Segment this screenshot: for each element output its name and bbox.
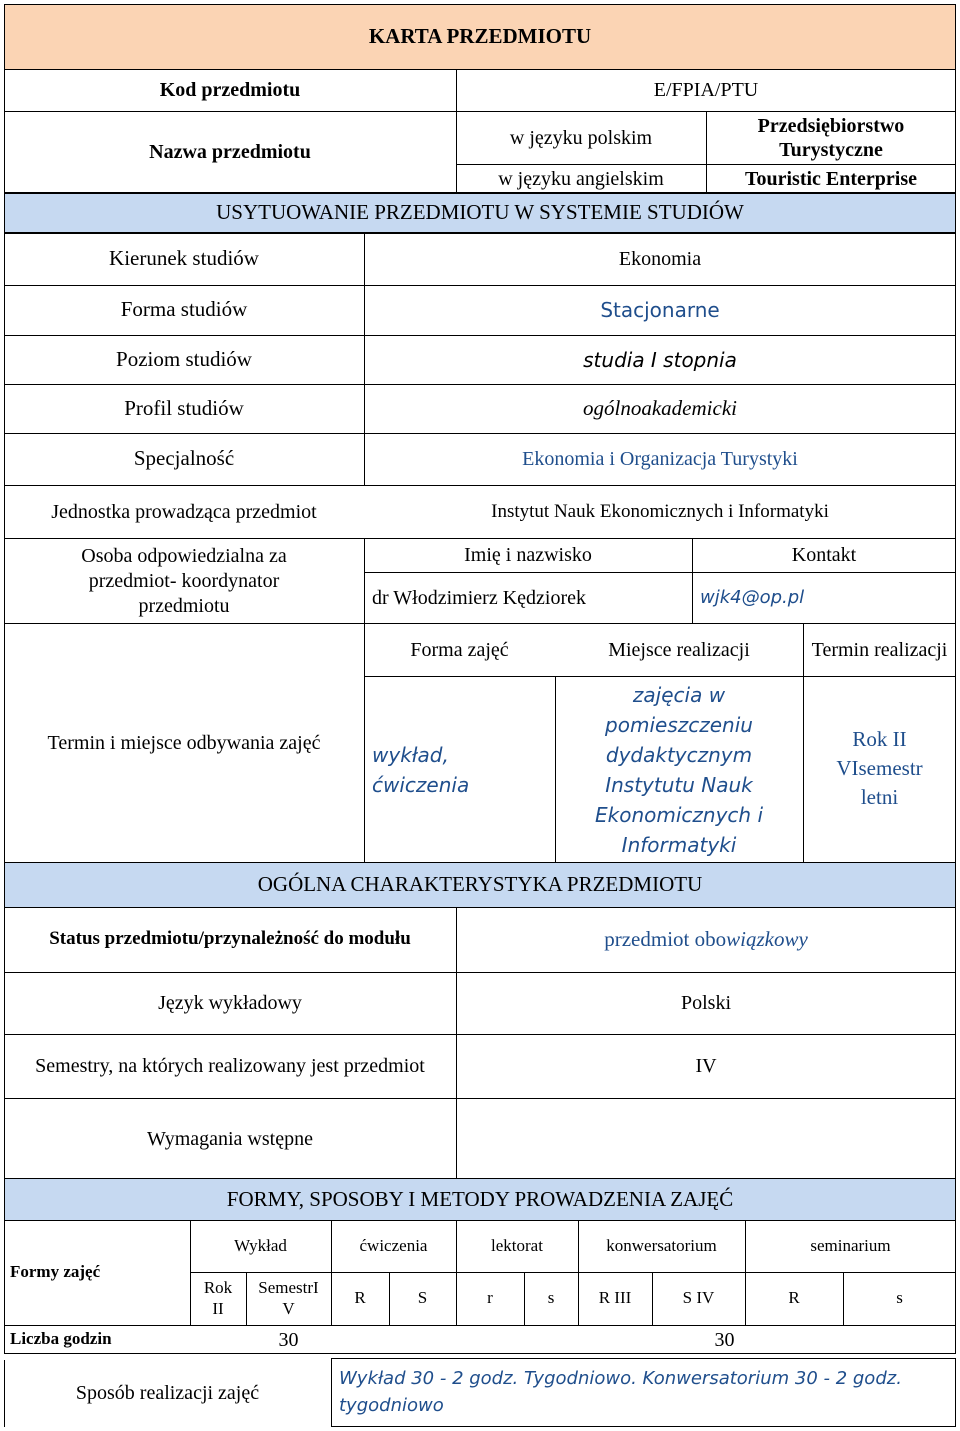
nazwa-pl-label: w języku polskim <box>509 126 653 149</box>
termin-value-1: Rok II <box>852 727 907 752</box>
sposob-value: Wykład 30 - 2 godz. Tygodniowo. Konwersatorium 30 - 2 godz. tygodniowo <box>339 1368 902 1416</box>
forma-value: Stacjonarne <box>600 298 720 322</box>
sposob-label: Sposób realizacji zajęć <box>75 1381 260 1404</box>
liczba-label: Liczba godzin <box>10 1329 112 1349</box>
kierunek-label: Kierunek studiów <box>109 246 259 271</box>
usytuowanie-heading: USYTUOWANIE PRZEDMIOTU W SYSTEMIE STUDIÓW <box>216 200 744 225</box>
formy-sub-r3: R III <box>598 1288 632 1308</box>
poziom-value: studia I stopnia <box>583 347 737 372</box>
page-title: KARTA PRZEDMIOTU <box>368 24 592 49</box>
forma-zajec-value-1: wykład, <box>372 743 449 767</box>
formy-sub-r4: R <box>788 1288 800 1308</box>
formy-sub-rok: Rok II <box>203 1278 233 1318</box>
formy-sub-s1: S <box>417 1288 428 1308</box>
status-value: przedmiot obo wiązkowy <box>604 926 808 951</box>
status-label: Status przedmiotu/przynależność do modułu <box>49 928 411 950</box>
formy-type-lektorat: lektorat <box>491 1235 543 1255</box>
jednostka-value: Instytut Nauk Ekonomicznych i Informatyki <box>491 500 829 522</box>
miejsce-value: zajęcia w pomieszczeniu dydaktycznym Instytutu Nauk Ekonomicznych i Informatyki <box>595 682 763 857</box>
termin-label: Termin i miejsce odbywania zajęć <box>47 732 321 754</box>
formy-sub-r1: R <box>354 1288 366 1308</box>
kontakt-value: wjk4@op.pl <box>700 587 805 609</box>
miejsce-header: Miejsce realizacji <box>608 638 750 661</box>
formy-sub-semestr: SemestrI V <box>258 1278 319 1318</box>
poziom-label: Poziom studiów <box>116 346 252 371</box>
formy-sub-s4: s <box>896 1288 903 1308</box>
formy-sub-s2: s <box>547 1288 555 1308</box>
formy-sub-r2: r <box>487 1288 493 1308</box>
wymagania-label: Wymagania wstępne <box>147 1127 313 1150</box>
imie-header: Imię i nazwisko <box>464 544 592 566</box>
liczba-konwersatorium: 30 <box>714 1328 735 1351</box>
formy-type-wyklad: Wykład <box>234 1235 287 1255</box>
profil-value: ogólnoakademicki <box>583 395 737 420</box>
ogolna-heading: OGÓLNA CHARAKTERYSTYKA PRZEDMIOTU <box>257 872 703 897</box>
formy-type-konwersatorium: konwersatorium <box>606 1235 717 1255</box>
formy-label: Formy zajęć <box>10 1262 101 1282</box>
semestry-value: IV <box>695 1055 717 1077</box>
formy-sub-s3: S IV <box>682 1288 715 1308</box>
liczba-wyklad: 30 <box>278 1328 299 1351</box>
nazwa-en-value: Touristic Enterprise <box>744 167 918 190</box>
nazwa-en-label: w języku angielskim <box>498 167 664 190</box>
forma-zajec-header: Forma zajęć <box>410 638 509 661</box>
forma-zajec-value-2: ćwiczenia <box>372 773 470 797</box>
formy-type-cwiczenia: ćwiczenia <box>359 1235 428 1255</box>
jednostka-label: Jednostka prowadząca przedmiot <box>51 501 317 523</box>
imie-value: dr Włodzimierz Kędziorek <box>372 587 586 609</box>
jezyk-label: Język wykładowy <box>158 992 302 1014</box>
termin-header: Termin realizacji <box>811 638 948 661</box>
formy-type-seminarium: seminarium <box>810 1235 891 1255</box>
termin-value-2: VIsemestr <box>836 756 923 781</box>
profil-label: Profil studiów <box>124 395 244 420</box>
semestry-label: Semestry, na których realizowany jest przedmiot <box>35 1055 425 1077</box>
nazwa-pl-value: Przedsiębiorstwo Turystyczne <box>757 114 905 161</box>
kod-value: E/FPIA/PTU <box>653 79 759 101</box>
formy-heading: FORMY, SPOSOBY I METODY PROWADZENIA ZAJĘĆ <box>226 1186 734 1211</box>
nazwa-label: Nazwa przedmiotu <box>149 141 311 163</box>
specjalnosc-label: Specjalność <box>133 446 235 471</box>
osoba-label: Osoba odpowiedzialna za przedmiot- koordynator przedmiotu <box>81 544 287 617</box>
forma-label: Forma studiów <box>120 297 248 322</box>
specjalnosc-value: Ekonomia i Organizacja Turystyki <box>522 448 798 470</box>
kontakt-header: Kontakt <box>791 544 857 566</box>
jezyk-value: Polski <box>680 992 732 1014</box>
kierunek-value: Ekonomia <box>618 248 702 270</box>
wymagania-value <box>456 1098 956 1179</box>
kod-label: Kod przedmiotu <box>159 79 301 101</box>
termin-value-3: letni <box>860 785 899 810</box>
